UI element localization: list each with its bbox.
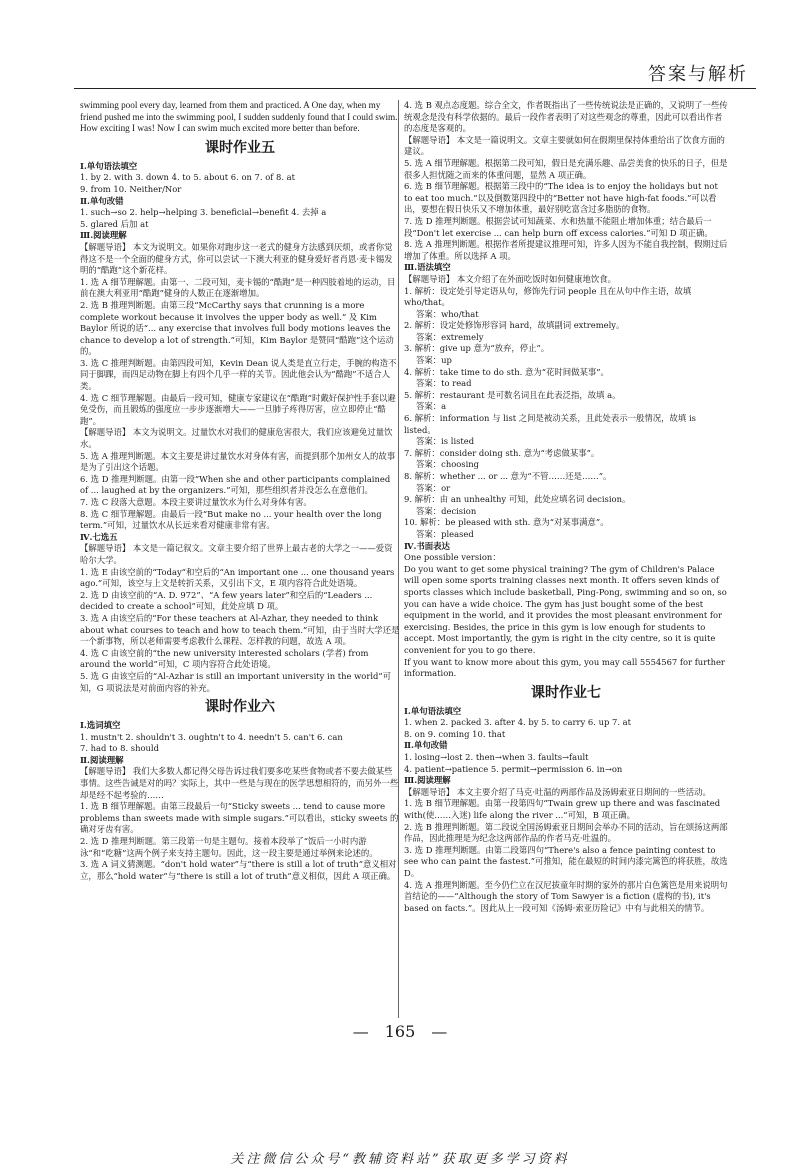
s7-line: 2. 选 B 推理判断题。第二段说全国汤姆索亚日期间会举办不同的活动，旨在颂扬这两部作品，因此推理是为纪念这两部作品的作者马克·吐温的。 [404, 821, 728, 844]
s5-line: 8. 选 C 细节理解题。由最后一段“But make no ... your health over the long term.”可知，过量饮水从长远来看对健康非常有害。 [80, 508, 382, 531]
rtop-line: Ⅳ.书面表达 [404, 540, 450, 551]
s5-line: 7. 选 C 段落大意题。本段主要讲过量饮水为什么对身体有害。 [80, 497, 312, 507]
rtop-line: 答案：pleased [416, 528, 474, 539]
page-number: — 165 — [352, 1022, 448, 1041]
rtop-line: 答案：choosing [416, 459, 480, 470]
s6-line: 7. had to 8. should [80, 743, 159, 754]
rtop-line: 5. 解析：restaurant 是可数名词且在此表泛指，故填 a。 [404, 389, 621, 400]
right-column [404, 100, 728, 914]
rtop-line: 6. 解析：information 与 list 之间是被动关系，且此处表示一般情况，故填 is listed。 [404, 413, 696, 435]
s5-line: 5. 选 G 由该空后的“Al-Azhar is still an important university in the world”可知，G 项说法是对前面内容的补充。 [80, 670, 392, 693]
s7-line: 1. losing→lost 2. then→when 3. faults→fault [404, 752, 589, 763]
header-rule [74, 88, 756, 89]
rtop-line: Ⅲ.语法填空 [404, 262, 451, 273]
rtop-line: 答案：extremely [416, 331, 484, 342]
rtop-line: 答案：is listed [416, 436, 475, 447]
s7-line: Ⅰ.单句语法填空 [404, 705, 462, 716]
s5-line: 4. 选 C 由该空前的“the new university interested scholars (学者) from around the world”可知，C 项内容符合此处语境。 [80, 647, 369, 670]
s7-line: 4. 选 A 推理判断题。至今仍伫立在汉尼拔童年时期的家外的那片白色篱笆是用来说明句首结论的——“Although the story of Tom Sawyer is a fiction (虚构的书), it's based on facts.”。因此从上一段可知《汤姆·索亚历险记》中有与此相关的情节。 [404, 879, 728, 913]
rtop-line: 答案：decision [416, 505, 477, 516]
s6-line: 1. 选 B 细节理解题。由第三段最后一句“Sticky sweets ... tend to cause more problems than sweets made with simple sugars.”可以看出，sticky sweets 的确对牙齿有害。 [80, 801, 399, 835]
rtop-line: 答案：to read [416, 378, 472, 389]
s5-line: Ⅳ.七选五 [80, 531, 118, 542]
left-column [80, 100, 400, 882]
right-top-body [404, 100, 728, 680]
s7-line: Ⅱ.单句改错 [404, 740, 448, 751]
s7-line: 1. 选 B 细节理解题。由第一段第四句“Twain grew up there and was fascinated with(使……入迷) life along the river ...”可知，B 项正确。 [404, 798, 721, 821]
rtop-line: 【解题导语】 本文介绍了在外面吃饭时如何健康地饮食。 [404, 273, 617, 284]
s7-line: 8. on 9. coming 10. that [404, 728, 506, 739]
rtop-line: 4. 解析：take time to do sth. 意为“花时间做某事”。 [404, 366, 609, 377]
rtop-line: 答案：who/that [416, 308, 479, 319]
s6-line: 1. mustn't 2. shouldn't 3. oughtn't to 4. needn't 5. can't 6. can [80, 731, 343, 742]
s5-line: 3. 选 C 推理判断题。由第四段可知，Kevin Dean 说人类是直立行走，手腕的构造不同于脚踝，而四足动物在脚上有四个几乎一样的关节。因此他会认为“酷跑”不适合人类。 [80, 357, 397, 392]
rtop-line: One possible version： [404, 552, 501, 563]
s7-line: 【解题导语】 本文主要介绍了马克·吐温的两部作品及汤姆索亚日期间的一些活动。 [404, 786, 711, 797]
s7-line: 3. 选 D 推理判断题。由第二段第四句“There's also a fence painting contest to see who can paint the fastest.”可推知，能在最短的时间内漆完篱笆的将获胜，故选 D。 [404, 844, 728, 878]
s6-line: 2. 选 D 推理判断题。第三段第一句是主题句。接着本段举了“饭后一小时内游泳”和“吃糖”这两个例子来支持主题句。因此，这一段主要是通过举例来论述的。 [80, 836, 378, 858]
s5-line: Ⅰ.单句语法填空 [80, 160, 138, 171]
rtop-line: 9. 解析：由 an unhealthy 可知，此处应填名词 decision。 [404, 494, 631, 505]
s5-line: Ⅲ.阅读理解 [80, 230, 127, 241]
s5-line: 【解题导语】 本文是一篇记叙文。文章主要介绍了世界上最古老的大学之一——爱资哈尔大学。 [80, 543, 393, 565]
s5-line: 2. 选 D 由该空前的“A. D. 972”、“A few years later”和空后的“Leaders ... decided to create a school”可知，此处应填 D 项。 [80, 589, 373, 612]
rtop-line: 2. 解析：设定处修饰形容词 hard，故填副词 extremely。 [404, 320, 625, 331]
s5-line: 1. 选 A 细节理解题。由第一、二段可知，麦卡锡的“酷跑”是一种四肢着地的运动，目前在澳大利亚用“酷跑”健身的人数正在逐渐增加。 [80, 276, 396, 299]
s5-line: 1. such→so 2. help→helping 3. beneficial→benefit 4. 去掉 a [80, 207, 327, 218]
rtop-line: 7. 解析：consider doing sth. 意为“考虑做某事”。 [404, 447, 600, 458]
s7-line: 4. patient→patience 5. permit→permission 6. in→on [404, 763, 623, 774]
s5-line: 【解题导语】 本文为说明文。如果你对跑步这一老式的健身方法感到厌烦，或者你觉得这不是一个全面的健身方式，你可以尝试一下澳大利亚的健身爱好者肖恩·麦卡锡发明的“酷跑”这个新花样。 [80, 241, 393, 276]
s5-line: Ⅱ.单句改错 [80, 195, 124, 206]
rtop-line: 【解题导语】 本文是一篇说明文。文章主要就如何在假期里保持体重给出了饮食方面的建议。 [404, 134, 725, 157]
s5-line: 5. glared 后加 at [80, 218, 149, 229]
section-7-body [404, 706, 728, 915]
section-5-body [80, 161, 400, 694]
s5-line: 【解题导语】 本文为说明文。过量饮水对我们的健康危害很大，我们应该避免过量饮水。 [80, 427, 393, 450]
rtop-line: If you want to know more about this gym, you may call 5554567 for further information. [404, 656, 725, 679]
footer-note: 关注微信公众号“教辅资料站”获取更多学习资料 [230, 1152, 570, 1167]
s5-line: 2. 选 B 推理判断题。由第三段“McCarthy says that crunning is a more complete workout because it involves the upper body as well.” 及 Kim Baylor 所说的话“... any exercise that involves full body motions leaves the chance to develop a lot of strength.”可知，Kim Baylor 是赞同“酷跑”这个运动的。 [80, 299, 394, 357]
section-6-body [80, 720, 400, 882]
rtop-line: 答案：a [416, 401, 447, 412]
rtop-line: 7. 选 D 推理判断题。根据尝试可知蔬菜、水和热量不能阻止增加体重；结合最后一段“Don't let exercise ... can help burn off excess calories.”可知 D 项正确。 [404, 215, 713, 238]
s5-line: 9. from 10. Neither/Nor [80, 183, 182, 194]
rtop-line: 10. 解析：be pleased with sth. 意为“对某事满意”。 [404, 517, 609, 528]
s6-line: 【解题导语】 我们大多数人都记得父母告诉过我们要多吃某些食物或者不要去做某些事情。这些告诫是对的吗？实际上，其中一些是与现在的医学思想相符的，而另外一些却是经不起考验的…… [80, 766, 399, 800]
section-title-7: 课时作业七 [531, 684, 601, 701]
s5-line: 1. by 2. with 3. down 4. to 5. about 6. on 7. of 8. at [80, 172, 296, 183]
s5-line: 6. 选 D 推理判断题。由第一段“When she and other participants complained of ... laughed at by the organizers.”可知，那些组织者并没怎么在意他们。 [80, 473, 391, 496]
rtop-line: 1. 解析：设定处引导定语从句，修饰先行词 people 且在从句中作主语，故填 who/that。 [404, 285, 692, 308]
s7-line: Ⅲ.阅读理解 [404, 775, 451, 786]
s6-line: Ⅰ.选词填空 [80, 720, 121, 731]
section-title-5: 课时作业五 [205, 139, 275, 156]
rtop-line: 8. 选 A 推理判断题。根据作者所提建议推理可知，许多人因为不能自我控制，假期过后增加了体重。所以选择 A 项。 [404, 239, 728, 261]
rtop-line: 8. 解析：whether ... or ... 意为“不管……还是……”。 [404, 471, 612, 481]
left-top-paragraph: swimming pool every day, learned from them and practiced. A One day, when my friend pushed me into the swimming pool, I sudden suddenly found that I could swim. How exciting I was! Now I can swim much excited more better than before. [80, 100, 398, 134]
s5-line: 4. 选 C 细节理解题。由最后一段可知，健康专家建议在“酷跑”时戴好保护性手套以避免受伤，而且锻炼的强度应一步步逐渐增大——一旦肺子疼得厉害，应立即停止“酷跑”。 [80, 392, 396, 426]
s6-line: 3. 选 A 词义猜测题。“don't hold water”与“there is still a lot of truth”意义相对立，那么“hold water”与“there is still a lot of truth”意义相似，因此 A 项正确。 [80, 859, 397, 881]
section-title-6: 课时作业六 [205, 699, 275, 716]
rtop-line: 答案：up [416, 355, 452, 366]
rtop-line: 答案：or [416, 482, 451, 493]
rtop-line: Do you want to get some physical training? The gym of Children's Palace will open some sports training classes next month. It offers seven kinds of sports classes which include basketball, Ping-Pong, swimming and so on, so you can have a wide choice. The gym has just bought some of the best equipment in the world, and it provides the most pleasant environment for exercising. Besides, the price in this gym is low enough for students to accept. Most importantly, the gym is right in the city centre, so it is quite convenient for you to go there. [404, 563, 727, 655]
s7-line: 1. when 2. packed 3. after 4. by 5. to carry 6. up 7. at [404, 717, 632, 728]
rtop-line: 3. 解析：give up 意为“放弃，停止”。 [404, 343, 550, 354]
rtop-line: 6. 选 B 细节理解题。根据第三段中的“The idea is to enjoy the holidays but not to eat too much.”以及倒数第四段中的“Better not have high-fat foods.”可以看出，要想在假日快乐又不增加体重，最好别吃富含过多脂肪的食物。 [404, 181, 718, 215]
rtop-line: 5. 选 A 细节理解题。根据第二段可知，假日是充满乐趣、品尝美食的快乐的日子，但是很多人担忧随之而来的体重问题，显然 A 项正确。 [404, 157, 728, 180]
page-number-text: 165 [384, 1022, 416, 1041]
s5-line: 5. 选 A 推理判断题。本文主要是讲过量饮水对身体有害，而提到那个加州女人的故事是为了引出这个话题。 [80, 450, 396, 473]
rtop-line: 4. 选 B 观点态度题。综合全文，作者既指出了一些传统说法是正确的，又说明了一些传统观念是没有科学依据的。最后一段作者表明了对这些观念的尊重，因此可以看出作者的态度是客观的。 [404, 100, 728, 134]
s5-line: 3. 选 A 由该空后的“For these teachers at Al-Azhar, they needed to think about what courses to teach and how to teach them.”可知，由于当时大学还是一个新事物，所以老师需要考虑教什么课程、怎样教的问题，故选 A 项。 [80, 612, 400, 647]
s5-line: 1. 选 E 由该空前的“Today”和空后的“An important one ... one thousand years ago.”可知，该空与上文是转折关系，又引出下文，E 项内容符合此处语境。 [80, 566, 395, 589]
header-title: 答案与解析 [648, 64, 748, 85]
page-header [0, 0, 800, 98]
s6-line: Ⅱ.阅读理解 [80, 754, 124, 765]
